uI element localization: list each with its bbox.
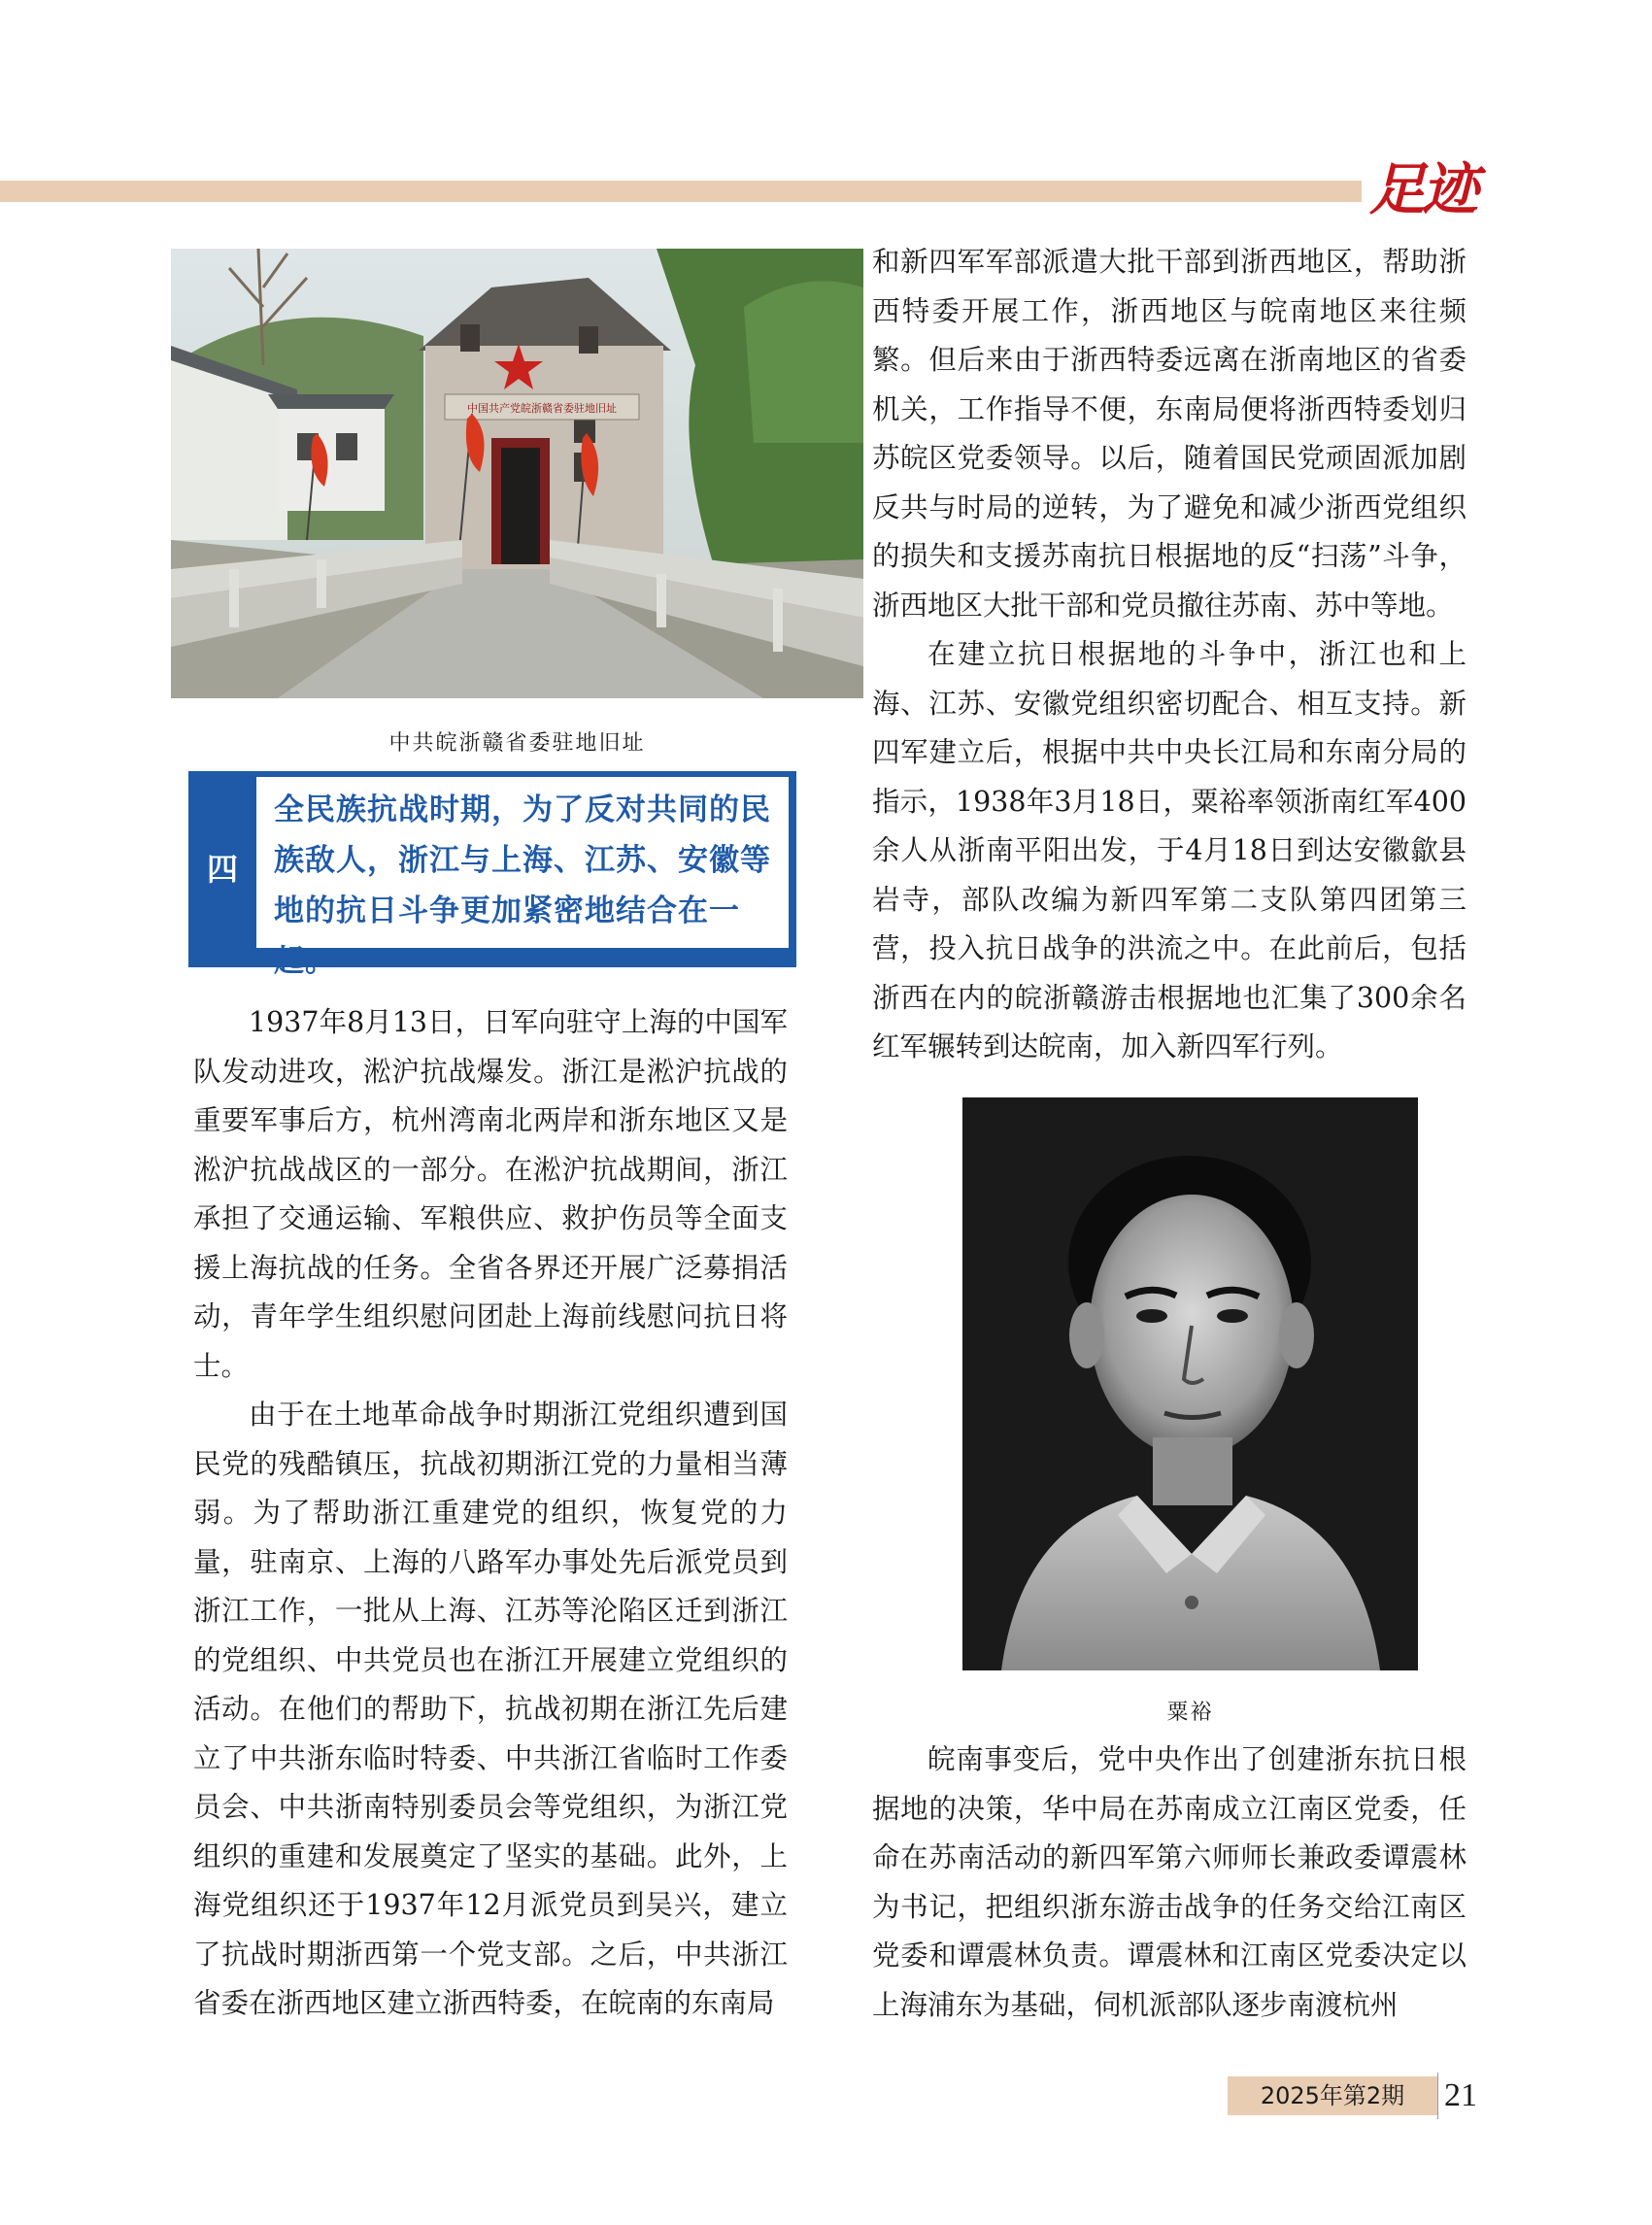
header-logo: 足迹: [1369, 156, 1475, 222]
left-column: [193, 998, 788, 2029]
paragraph-continuation: 和新四军军部派遣大批干部到浙西地区，帮助浙西特委开展工作，浙西地区与皖南地区来往频繁。但后来由于浙西特委远离在浙南地区的省委机关，工作指导不便，东南局便将浙西特委划归苏皖区党委领导。以后，随着国民党顽固派加剧反共与时局的逆转，为了避免和减少浙西党组织的损失和支援苏南抗日根据地的反“扫荡”斗争，浙西地区大批干部和党员撤往苏南、苏中等地。: [872, 246, 1467, 622]
right-column-top: [872, 238, 1467, 1072]
paragraph: 在建立抗日根据地的斗争中，浙江也和上海、江苏、安徽党组织密切配合、相互支持。新四军建立后，根据中共中央长江局和东南分局的指示，1938年3月18日，粟裕率领浙南红军400余人从浙南平阳出发，于4月18日到达安徽歙县岩寺，部队改编为新四军第二支队第四团第三营，投入抗日战争的洪流之中。在此前后，包括浙西在内的皖浙赣游击根据地也汇集了300余名红军辗转到达皖南，加入新四军行列。: [872, 638, 1467, 1062]
photo-provincial-committee-site: [171, 249, 863, 698]
building-illustration: [171, 249, 863, 698]
page-number: 21: [1437, 2073, 1483, 2119]
portrait-illustration: [962, 1097, 1418, 1670]
section-callout: [188, 771, 796, 979]
right-column-bottom: [872, 1736, 1467, 2030]
callout-text: 全民族抗战时期，为了反对共同的民族敌人，浙江与上海、江苏、安徽等地的抗日斗争更加紧密地结合在一起。: [256, 777, 789, 948]
paragraph: 由于在土地革命战争时期浙江党组织遭到国民党的残酷镇压，抗战初期浙江党的力量相当薄弱。为了帮助浙江重建党的组织，恢复党的力量，驻南京、上海的八路军办事处先后派党员到浙江工作，一批从上海、江苏等沦陷区迁到浙江的党组织、中共党员也在浙江开展建立党组织的活动。在他们的帮助下，抗战初期在浙江先后建立了中共浙东临时特委、中共浙江省临时工作委员会、中共浙南特别委员会等党组织，为浙江党组织的重建和发展奠定了坚实的基础。此外，上海党组织还于1937年12月派党员到吴兴，建立了抗战时期浙西第一个党支部。之后，中共浙江省委在浙西地区建立浙西特委，在皖南的东南局: [193, 1399, 788, 2019]
issue-label: 2025年第2期: [1228, 2076, 1437, 2115]
caption-portrait: 粟裕: [1166, 1701, 1214, 1725]
header-band: [0, 181, 1362, 202]
caption-building: 中共皖浙赣省委驻地旧址: [388, 731, 646, 756]
paragraph: 1937年8月13日，日军向驻守上海的中国军队发动进攻，淞沪抗战爆发。浙江是淞沪抗战的重要军事后方，杭州湾南北两岸和浙东地区又是淞沪抗战战区的一部分。在淞沪抗战期间，浙江承担了交通运输、军粮供应、救护伤员等全面支援上海抗战的任务。全省各界还开展广泛募捐活动，青年学生组织慰问团赴上海前线慰问抗日将士。: [193, 1006, 788, 1382]
paragraph: 皖南事变后，党中央作出了创建浙东抗日根据地的决策，华中局在苏南成立江南区党委，任命在苏南活动的新四军第六师师长兼政委谭震林为书记，把组织浙东游击战争的任务交给江南区党委和谭震林负责。谭震林和江南区党委决定以上海浦东为基础，伺机派部队逐步南渡杭州: [872, 1743, 1467, 2021]
section-number: 四: [206, 851, 238, 888]
photo-su-yu-portrait: [962, 1097, 1418, 1670]
building-signboard: 中国共产党皖浙赣省委驻地旧址: [467, 402, 617, 415]
